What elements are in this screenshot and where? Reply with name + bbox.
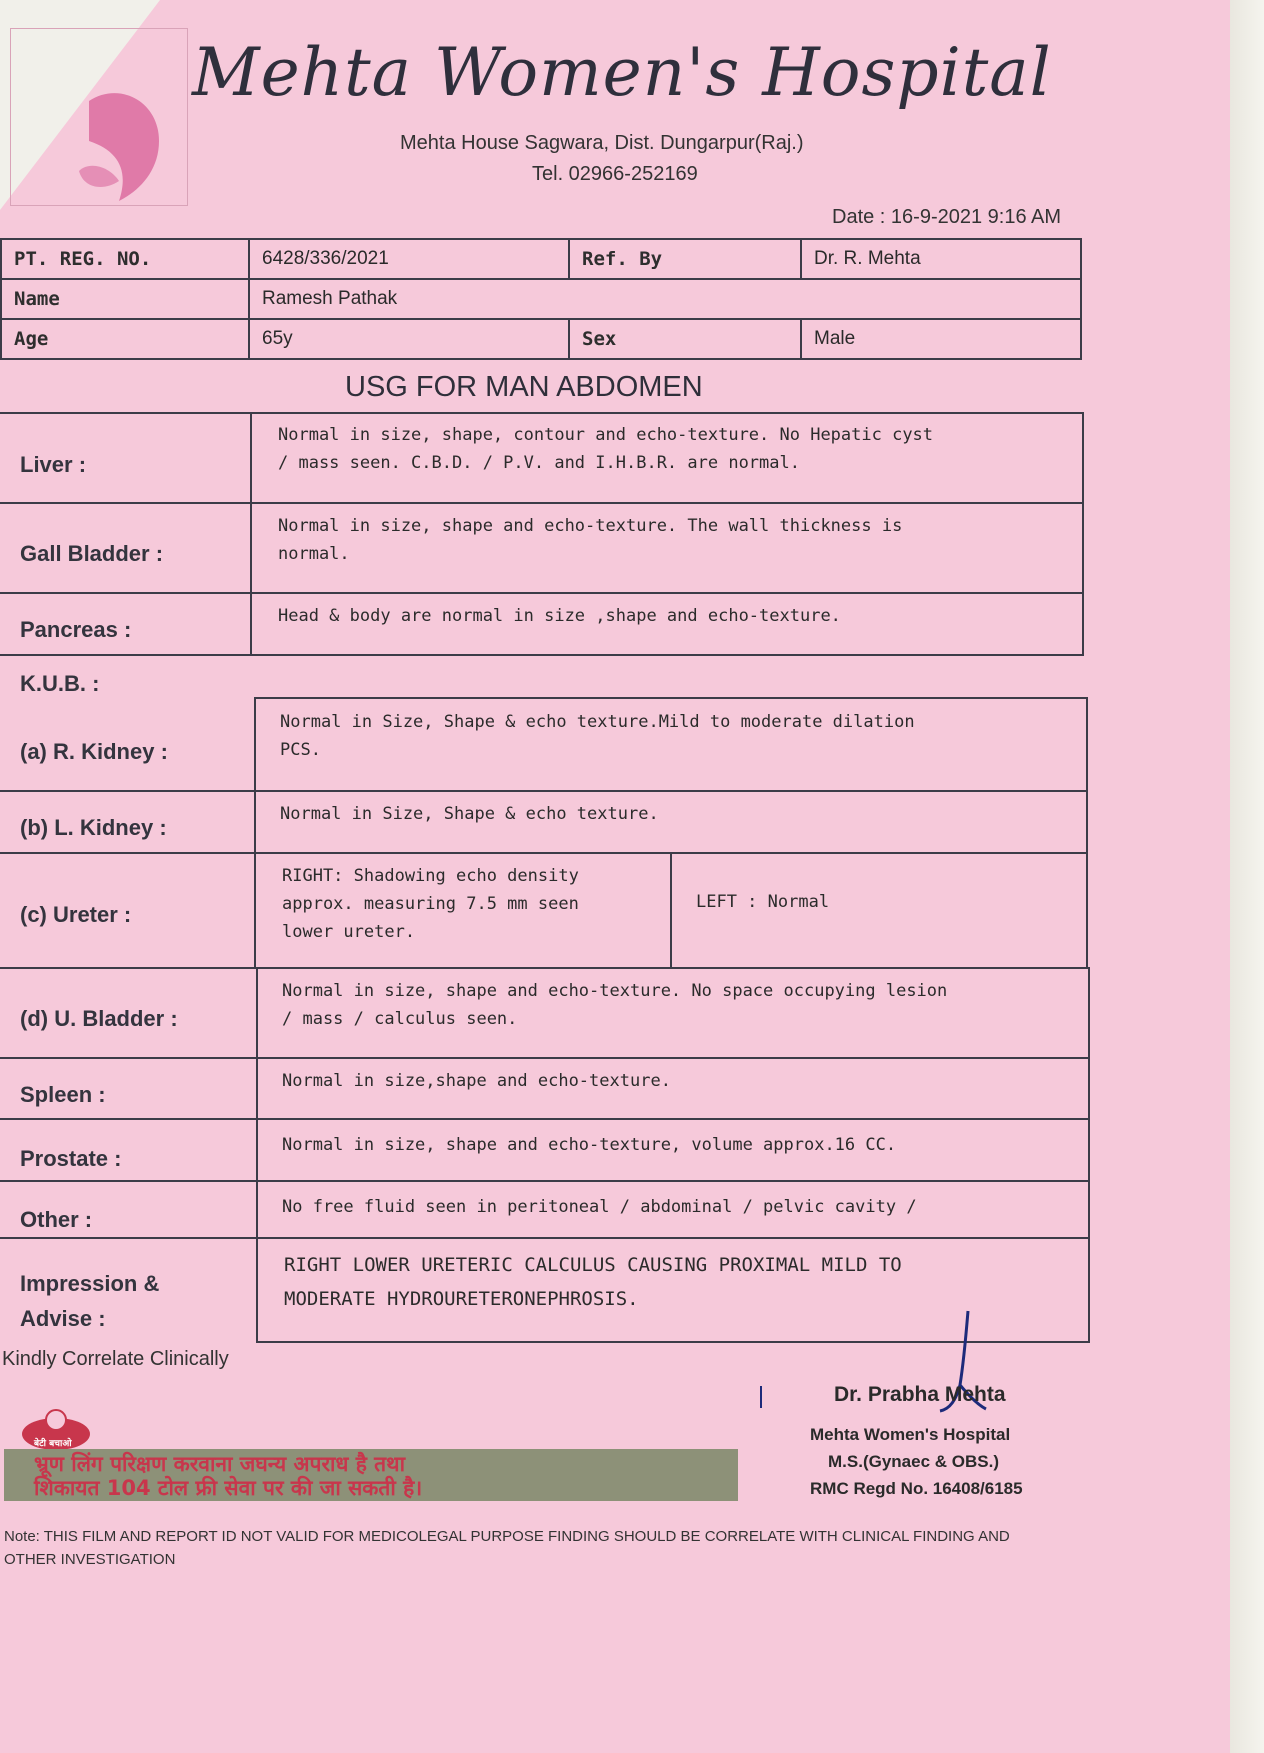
name-value: Ramesh Pathak: [249, 279, 1081, 319]
impression-label: [20, 1266, 159, 1336]
report-date: Date : 16-9-2021 9:16 AM: [832, 206, 1062, 228]
kub-label: K.U.B. :: [20, 671, 100, 696]
sex-value: Male: [801, 319, 1081, 359]
ureter-line: RIGHT: Shadowing echo density: [282, 866, 579, 886]
other-label: Other :: [20, 1207, 93, 1232]
right-kidney-findings: [280, 708, 915, 764]
urinary-bladder-findings: [282, 977, 947, 1033]
ureter-line: lower ureter.: [282, 922, 416, 942]
report-title: USG FOR MAN ABDOMEN: [345, 371, 703, 403]
ureter-left-findings: LEFT : Normal: [696, 892, 830, 912]
pancreas-label: Pancreas :: [20, 617, 132, 642]
impression-label-line: Impression &: [20, 1271, 160, 1296]
impression-text: [284, 1248, 902, 1316]
beti-bachao-badge: [16, 1404, 96, 1452]
patient-info-table: [0, 238, 1082, 360]
age-label: Age: [1, 319, 249, 359]
left-kidney-label: (b) L. Kidney :: [20, 815, 167, 840]
hindi-line: भ्रूण लिंग परिक्षण करवाना जघन्य अपराध है तथा: [34, 1452, 406, 1476]
prostate-findings: Normal in size, shape and echo-texture, volume approx.16 CC.: [282, 1135, 897, 1155]
rkidney-line: Normal in Size, Shape & echo texture.Mild to moderate dilation: [280, 712, 915, 732]
gall-bladder-label: Gall Bladder :: [20, 541, 164, 566]
ureter-line: approx. measuring 7.5 mm seen: [282, 894, 579, 914]
logo-icon: [59, 71, 169, 211]
liver-findings: [278, 421, 933, 477]
pancreas-findings: Head & body are normal in size ,shape and echo-texture.: [278, 606, 841, 626]
impression-label-line: Advise :: [20, 1306, 106, 1331]
rkidney-line: PCS.: [280, 740, 321, 760]
gall-line: Normal in size, shape and echo-texture. The wall thickness is: [278, 516, 903, 536]
urinary-bladder-label: (d) U. Bladder :: [20, 1006, 178, 1031]
ubladder-line: Normal in size, shape and echo-texture. No space occupying lesion: [282, 981, 948, 1001]
doctor-regd-no: RMC Regd No. 16408/6185: [810, 1479, 1023, 1498]
hospital-phone: Tel. 02966-252169: [532, 163, 698, 185]
hindi-warning-banner: [4, 1449, 738, 1501]
age-value: 65y: [249, 319, 569, 359]
ref-by-label: Ref. By: [569, 239, 801, 279]
doctor-name: Dr. Prabha Mehta: [834, 1383, 1006, 1406]
hospital-name: Mehta Women's Hospital: [192, 34, 1052, 111]
prostate-label: Prostate :: [20, 1146, 122, 1171]
correlate-note: Kindly Correlate Clinically: [2, 1348, 229, 1370]
ubladder-line: / mass / calculus seen.: [282, 1009, 518, 1029]
ref-by-value: Dr. R. Mehta: [801, 239, 1081, 279]
signature-mark: [760, 1386, 762, 1408]
liver-line: / mass seen. C.B.D. / P.V. and I.H.B.R. are normal.: [278, 453, 800, 473]
hospital-logo: [10, 28, 188, 206]
left-kidney-findings: Normal in Size, Shape & echo texture.: [280, 804, 659, 824]
impression-line: RIGHT LOWER URETERIC CALCULUS CAUSING PROXIMAL MILD TO: [284, 1254, 902, 1276]
hospital-address: Mehta House Sagwara, Dist. Dungarpur(Raj.): [400, 132, 804, 154]
liver-line: Normal in size, shape, contour and echo-texture. No Hepatic cyst: [278, 425, 934, 445]
doctor-degree: M.S.(Gynaec & OBS.): [828, 1452, 999, 1471]
reg-no-value: 6428/336/2021: [249, 239, 569, 279]
gall-bladder-findings: [278, 512, 902, 568]
sex-label: Sex: [569, 319, 801, 359]
ureter-label: (c) Ureter :: [20, 902, 132, 927]
doctor-hospital: Mehta Women's Hospital: [810, 1425, 1011, 1444]
right-kidney-label: (a) R. Kidney :: [20, 739, 168, 764]
reg-no-label: PT. REG. NO.: [1, 239, 249, 279]
other-findings: No free fluid seen in peritoneal / abdominal / pelvic cavity /: [282, 1197, 917, 1217]
spleen-findings: Normal in size,shape and echo-texture.: [282, 1071, 671, 1091]
spleen-label: Spleen :: [20, 1082, 106, 1107]
scan-background: [1230, 0, 1264, 1753]
gall-line: normal.: [278, 544, 350, 564]
name-label: Name: [1, 279, 249, 319]
hindi-line: शिकायत 104 टोल फ्री सेवा पर की जा सकती है।: [34, 1476, 423, 1500]
disclaimer-note: Note: THIS FILM AND REPORT ID NOT VALID FOR MEDICOLEGAL PURPOSE FINDING SHOULD BE CORRELATE WITH CLINICAL FINDING AND OTHER INVESTIGATION: [4, 1528, 1010, 1568]
impression-line: MODERATE HYDROURETERONEPHROSIS.: [284, 1288, 639, 1310]
liver-label: Liver :: [20, 452, 87, 477]
ureter-right-findings: [282, 862, 579, 946]
badge-text: बेटी बचाओ: [34, 1439, 72, 1449]
